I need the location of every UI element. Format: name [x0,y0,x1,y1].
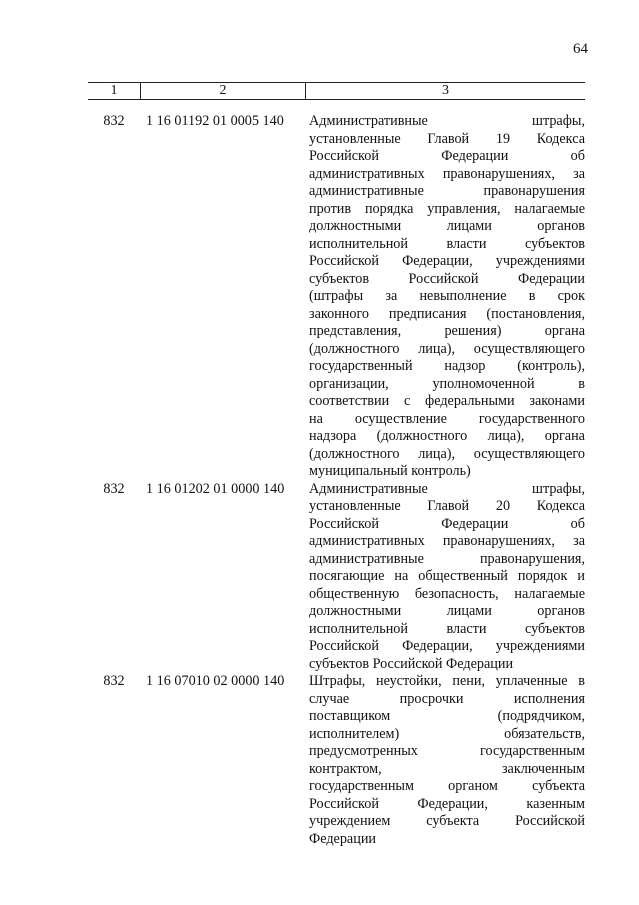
description-line: Российской Федерации, казенным [309,795,585,812]
description-line: исполнителем) обязательств, [309,725,585,742]
description-line: (должностного лица), осуществляющего [309,445,585,462]
description-line: административных правонарушениях, за [309,165,585,182]
admin-code-cell: 832 [103,113,125,129]
description-line: Административные штрафы, [309,113,585,129]
description-line: контрактом, заключенным [309,760,585,777]
description-line: Российской Федерации об [309,515,585,532]
description-line: Федерации [309,830,377,847]
description-line: субъектов Российской Федерации [309,655,514,672]
description-line: организации, уполномоченной в [309,375,585,392]
description-line: должностными лицами органов [309,218,585,234]
description-line: представления, решения) органа [309,323,585,339]
table-row [88,673,585,848]
description-line: исполнительной власти субъектов [309,620,585,637]
description-line: Российской Федерации, учреждениями [309,253,585,269]
description-line: учреждением субъекта Российской [309,813,585,829]
description-cell [305,113,585,481]
description-line: посягающие на общественный порядок и [309,568,585,584]
kbk-code-cell: 1 16 01192 01 0005 140 [146,113,284,129]
description-line: Российской Федерации, учреждениями [309,638,585,654]
column-header-3: 3 [305,83,585,99]
table-row [88,481,585,674]
description-line: Российской Федерации об [309,148,585,164]
description-line: установленные Главой 20 Кодекса [309,498,585,514]
description-cell [305,673,585,848]
description-line: законного предписания (постановления, [309,305,585,322]
description-line: государственным органом субъекта [309,778,585,794]
column-header-1: 1 [110,83,118,98]
admin-code-cell: 832 [103,673,125,689]
description-line: исполнительной власти субъектов [309,235,585,252]
page-number: 64 [573,41,588,57]
kbk-code-cell: 1 16 07010 02 0000 140 [146,673,285,689]
description-line: должностными лицами органов [309,603,585,619]
description-line: муниципальный контроль) [309,463,471,479]
description-line: общественную безопасность, налагаемые [309,585,585,602]
description-line: административные правонарушения, [309,550,585,567]
description-line: предусмотренных государственным [309,743,585,759]
description-line: случае просрочки исполнения [309,690,585,707]
column-header-2: 2 [140,83,305,99]
kbk-code-cell: 1 16 01202 01 0000 140 [146,480,285,497]
admin-code-cell: 832 [103,480,125,497]
description-line: субъектов Российской Федерации [309,270,585,287]
description-line: (должностного лица), осуществляющего [309,340,585,357]
description-line: (штрафы за невыполнение в срок [309,288,585,304]
description-line: административные правонарушения [309,183,585,199]
budget-classification-table [88,82,585,848]
table-body [88,113,585,848]
description-line: соответствии с федеральными законами [309,393,585,409]
description-line: установленные Главой 19 Кодекса [309,130,585,147]
description-line: против порядка управления, налагаемые [309,200,585,217]
description-line: надзора (должностного лица), органа [309,428,585,444]
description-line: Административные штрафы, [309,480,585,497]
description-line: Штрафы, неустойки, пени, уплаченные в [309,673,585,689]
description-cell [305,481,585,674]
description-line: на осуществление государственного [309,410,585,427]
description-line: государственный надзор (контроль), [309,358,585,374]
table-row [88,113,585,481]
table-header [88,82,585,100]
description-line: административных правонарушениях, за [309,533,585,549]
description-line: поставщиком (подрядчиком, [309,708,585,724]
